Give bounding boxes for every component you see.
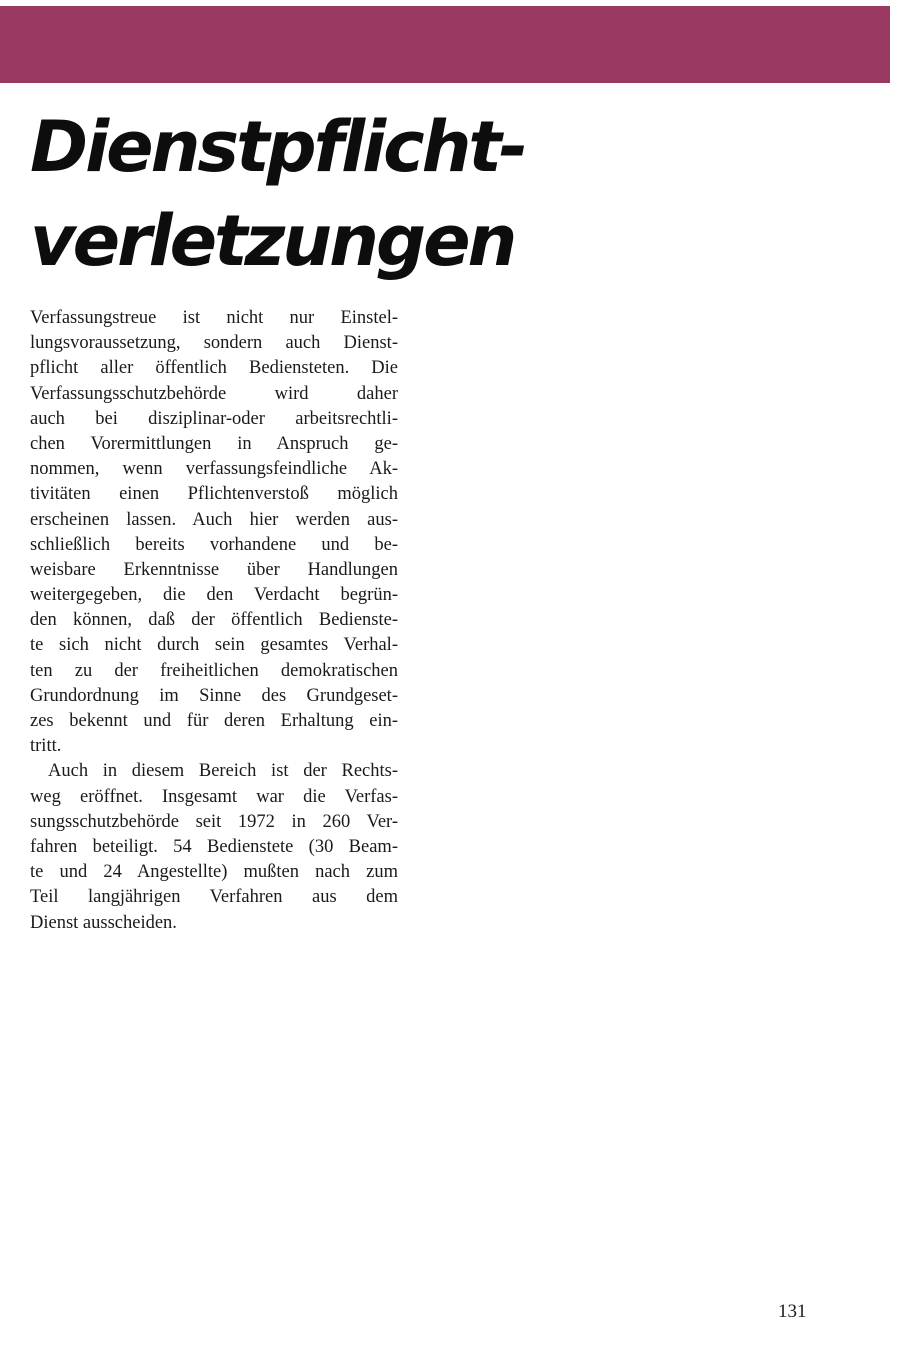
text-line: chen Vorermittlungen in Anspruch ge- — [30, 433, 398, 454]
text-line: auch bei disziplinar-oder arbeitsrechtli- — [30, 408, 398, 429]
text-line: weisbare Erkenntnisse über Handlungen — [30, 559, 398, 580]
text-line: te sich nicht durch sein gesamtes Verhal- — [30, 635, 398, 656]
text-line: zes bekennt und für deren Erhaltung ein- — [30, 711, 398, 731]
text-line: Grundordnung im Sinne des Grundgeset- — [30, 685, 398, 706]
text-line: lungsvoraussetzung, sondern auch Dienst- — [30, 333, 398, 354]
header-color-band — [0, 6, 890, 83]
heading-line: Dienstpflicht- — [30, 106, 525, 188]
paragraph-1 — [30, 306, 398, 759]
text-line: te und 24 Angestellte) mußten nach zum — [30, 862, 398, 883]
text-line: pflicht aller öffentlich Bediensteten. Die — [30, 358, 398, 379]
heading-line: verletzungen — [30, 200, 515, 282]
text-line: ten zu der freiheitlichen demokratischen — [30, 660, 398, 681]
page-number: 131 — [778, 1301, 807, 1322]
text-line: Verfassungstreue ist nicht nur Einstel- — [30, 308, 398, 328]
text-line: nommen, wenn verfassungsfeindliche Ak- — [30, 459, 398, 480]
text-line: fahren beteiligt. 54 Bedienstete (30 Beam- — [30, 836, 398, 857]
text-line: Dienst ausscheiden. — [30, 912, 177, 933]
text-line: Teil langjährigen Verfahren aus dem — [30, 887, 398, 908]
text-line: Verfassungsschutzbehörde wird daher — [30, 383, 398, 404]
text-line: Auch in diesem Bereich ist der Rechts- — [48, 761, 398, 782]
text-line: den können, daß der öffentlich Bedienste- — [30, 610, 398, 631]
text-line: tivitäten einen Pflichtenverstoß möglich — [30, 484, 398, 505]
body-text — [30, 306, 398, 936]
paragraph-2 — [30, 759, 398, 935]
text-line: tritt. — [30, 736, 62, 757]
text-line: weitergegeben, die den Verdacht begrün- — [30, 585, 398, 606]
page-heading — [30, 100, 670, 288]
text-line: weg eröffnet. Insgesamt war die Verfas- — [30, 786, 398, 807]
text-line: schließlich bereits vorhandene und be- — [30, 534, 398, 555]
text-line: erscheinen lassen. Auch hier werden aus- — [30, 509, 398, 530]
text-line: sungsschutzbehörde seit 1972 in 260 Ver- — [30, 811, 398, 832]
